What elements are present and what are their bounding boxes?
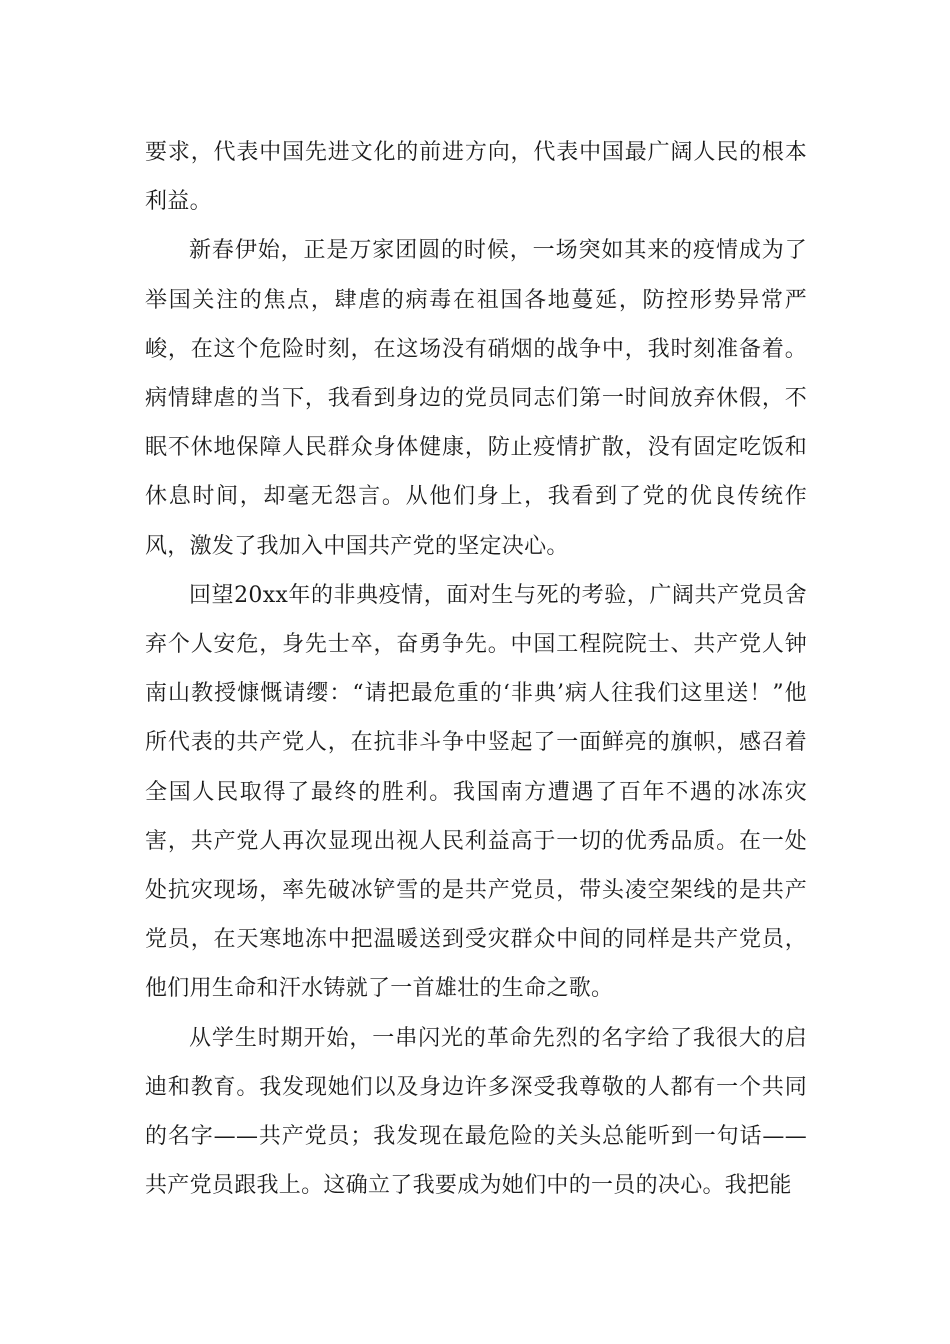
paragraph-1: 要求，代表中国先进文化的前进方向，代表中国最广阔人民的根本利益。 xyxy=(145,140,807,215)
paragraph-4: 从学生时期开始，一串闪光的革命先烈的名字给了我很大的启迪和教育。我发现她们以及身边许多深受我尊敬的人都有一个共同的名字——共产党员；我发现在最危险的关头总能听到一句话——共产党员跟我上。这确立了我要成为她们中的一员的决心。我把能 xyxy=(145,1025,807,1199)
paragraph-3: 回望20xx年的非典疫情，面对生与死的考验，广阔共产党员舍弃个人安危，身先士卒，奋勇争先。中国工程院院士、共产党人钟南山教授慷慨请缨：“请把最危重的‘非典’病人往我们这里送！”他所代表的共产党人，在抗非斗争中竖起了一面鲜亮的旗帜，感召着全国人民取得了最终的胜利。我国南方遭遇了百年不遇的冰冻灾害，共产党人再次显现出视人民利益高于一切的优秀品质。在一处处抗灾现场，率先破冰铲雪的是共产党员，带头凌空架线的是共产党员，在天寒地冻中把温暖送到受灾群众中间的同样是共产党员，他们用生命和汗水铸就了一首雄壮的生命之歌。 xyxy=(145,582,807,1002)
paragraph-2: 新春伊始，正是万家团圆的时候，一场突如其来的疫情成为了举国关注的焦点，肆虐的病毒在祖国各地蔓延，防控形势异常严峻，在这个危险时刻，在这场没有硝烟的战争中，我时刻准备着。病情肆虐的当下，我看到身边的党员同志们第一时间放弃休假，不眠不休地保障人民群众身体健康，防止疫情扩散，没有固定吃饭和休息时间，却毫无怨言。从他们身上，我看到了党的优良传统作风，激发了我加入中国共产党的坚定决心。 xyxy=(145,238,807,559)
document-body xyxy=(145,128,807,1210)
